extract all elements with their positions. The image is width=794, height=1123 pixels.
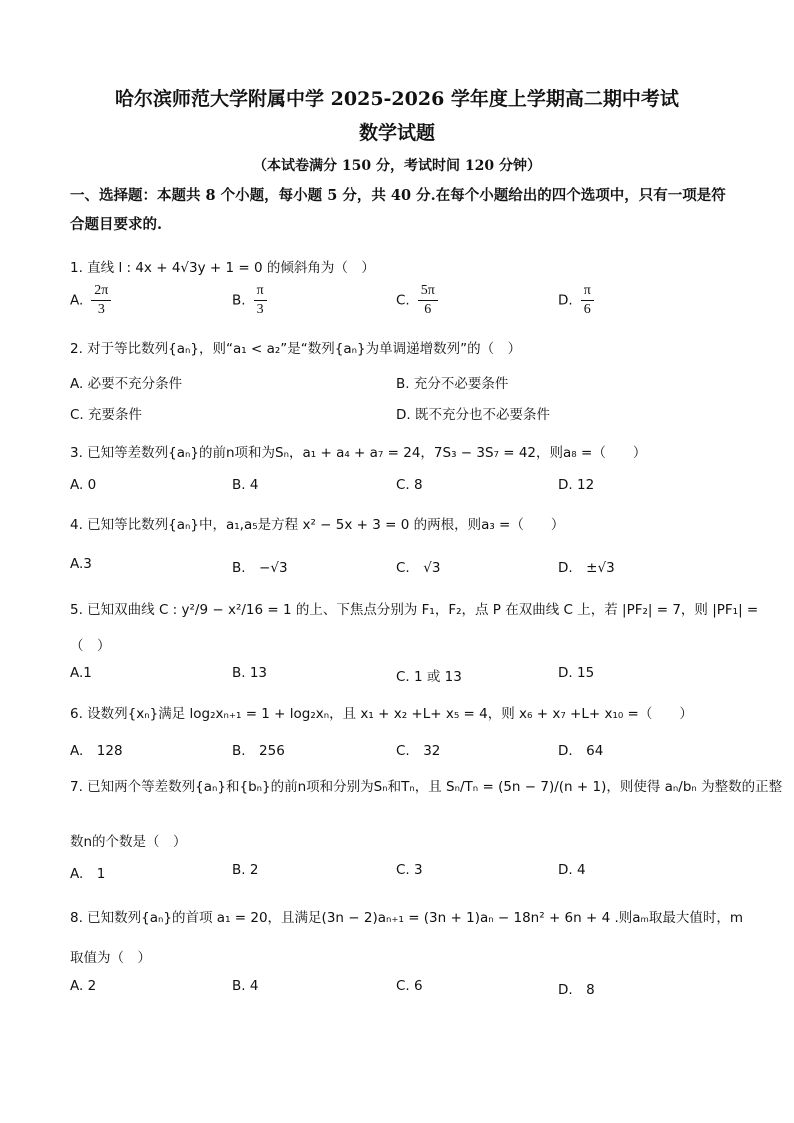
- question-5-stem-cont: （ ）: [70, 638, 111, 654]
- question-1-option-d: D. $\frac{\pi}{6}$: [558, 282, 594, 319]
- question-5-option-b: B. 13: [232, 665, 268, 681]
- question-6-stem: 6. 设数列{xₙ}满足 log₂xₙ₊₁ = 1 + log₂xₙ，且 x₁ + x₂ +L+ x₅ = 4，则 x₆ + x₇ +L+ x₁₀ =（ ）: [70, 706, 693, 722]
- question-1-option-b: B. $\frac{\pi}{3}$: [232, 282, 267, 319]
- question-3-stem: 3. 已知等差数列{aₙ}的前n项和为Sₙ，a₁ + a₄ + a₇ = 24，7S₃ − 3S₇ = 42，则a₈ =（ ）: [70, 445, 647, 461]
- exam-info: （本试卷满分 150 分，考试时间 120 分钟）: [253, 158, 541, 174]
- question-1-option-a: A. $\frac{2\pi}{3}$: [70, 282, 111, 319]
- question-2-stem: 2. 对于等比数列{aₙ}，则“a₁ < a₂”是“数列{aₙ}为单调递增数列”的（ ）: [70, 341, 522, 357]
- question-8-option-a: A. 2: [70, 978, 97, 994]
- question-6-option-b: B. 256: [232, 743, 285, 759]
- question-6-option-c: C. 32: [396, 743, 441, 759]
- question-8-stem: 8. 已知数列{aₙ}的首项 a₁ = 20，且满足(3n − 2)aₙ₊₁ = (3n + 1)aₙ − 18n² + 6n + 4 .则aₘ取最大值时，m: [70, 910, 744, 926]
- question-2-option-d: D. 既不充分也不必要条件: [396, 407, 550, 423]
- question-2-option-b: B. 充分不必要条件: [396, 376, 509, 392]
- question-8-stem-cont: 取值为（ ）: [70, 950, 151, 966]
- question-1-stem: 1. 直线 l : 4x + 4√3y + 1 = 0 的倾斜角为（ ）: [70, 260, 375, 276]
- question-2-option-a: A. 必要不充分条件: [70, 376, 183, 392]
- question-4-option-a: A.3: [70, 556, 92, 572]
- question-8-option-d: D. 8: [558, 982, 595, 998]
- question-7-option-c: C. 3: [396, 862, 423, 878]
- question-5-stem: 5. 已知双曲线 C : y²/9 − x²/16 = 1 的上、下焦点分别为 F₁，F₂，点 P 在双曲线 C 上，若 |PF₂| = 7，则 |PF₁| =: [70, 602, 759, 618]
- question-3-option-c: C. 8: [396, 477, 423, 493]
- question-4-option-d: D. ±√3: [558, 560, 615, 576]
- question-7-option-a: A. 1: [70, 866, 106, 882]
- question-4-stem: 4. 已知等比数列{aₙ}中，a₁,a₅是方程 x² − 5x + 3 = 0 的两根，则a₃ =（ ）: [70, 517, 565, 533]
- question-7-stem-cont: 数n的个数是（ ）: [70, 834, 187, 850]
- question-8-option-b: B. 4: [232, 978, 259, 994]
- question-3-option-a: A. 0: [70, 477, 97, 493]
- question-6-option-a: A. 128: [70, 743, 123, 759]
- question-4-option-b: B. −√3: [232, 560, 288, 576]
- question-4-option-c: C. √3: [396, 560, 441, 576]
- question-2-option-c: C. 充要条件: [70, 407, 143, 423]
- section-intro: 一、选择题：本题共 8 个小题，每小题 5 分，共 40 分.在每个小题给出的四个选项中，只有一项是符合题目要求的.: [70, 187, 726, 233]
- question-3-option-b: B. 4: [232, 477, 259, 493]
- subject-title: 数学试题: [358, 122, 435, 144]
- question-7-option-b: B. 2: [232, 862, 259, 878]
- question-7-stem: 7. 已知两个等差数列{aₙ}和{bₙ}的前n项和分别为Sₙ和Tₙ，且 Sₙ/Tₙ = (5n − 7)/(n + 1)，则使得 aₙ/bₙ 为整数的正整: [70, 779, 783, 795]
- exam-title: 哈尔滨师范大学附属中学 2025-2026 学年度上学期高二期中考试: [115, 88, 679, 110]
- question-5-option-c: C. 1 或 13: [396, 669, 462, 685]
- question-8-option-c: C. 6: [396, 978, 423, 994]
- question-6-option-d: D. 64: [558, 743, 604, 759]
- question-7-option-d: D. 4: [558, 862, 586, 878]
- question-5-option-a: A.1: [70, 665, 92, 681]
- question-3-option-d: D. 12: [558, 477, 595, 493]
- question-5-option-d: D. 15: [558, 665, 595, 681]
- question-1-option-c: C. $\frac{5\pi}{6}$: [396, 282, 438, 319]
